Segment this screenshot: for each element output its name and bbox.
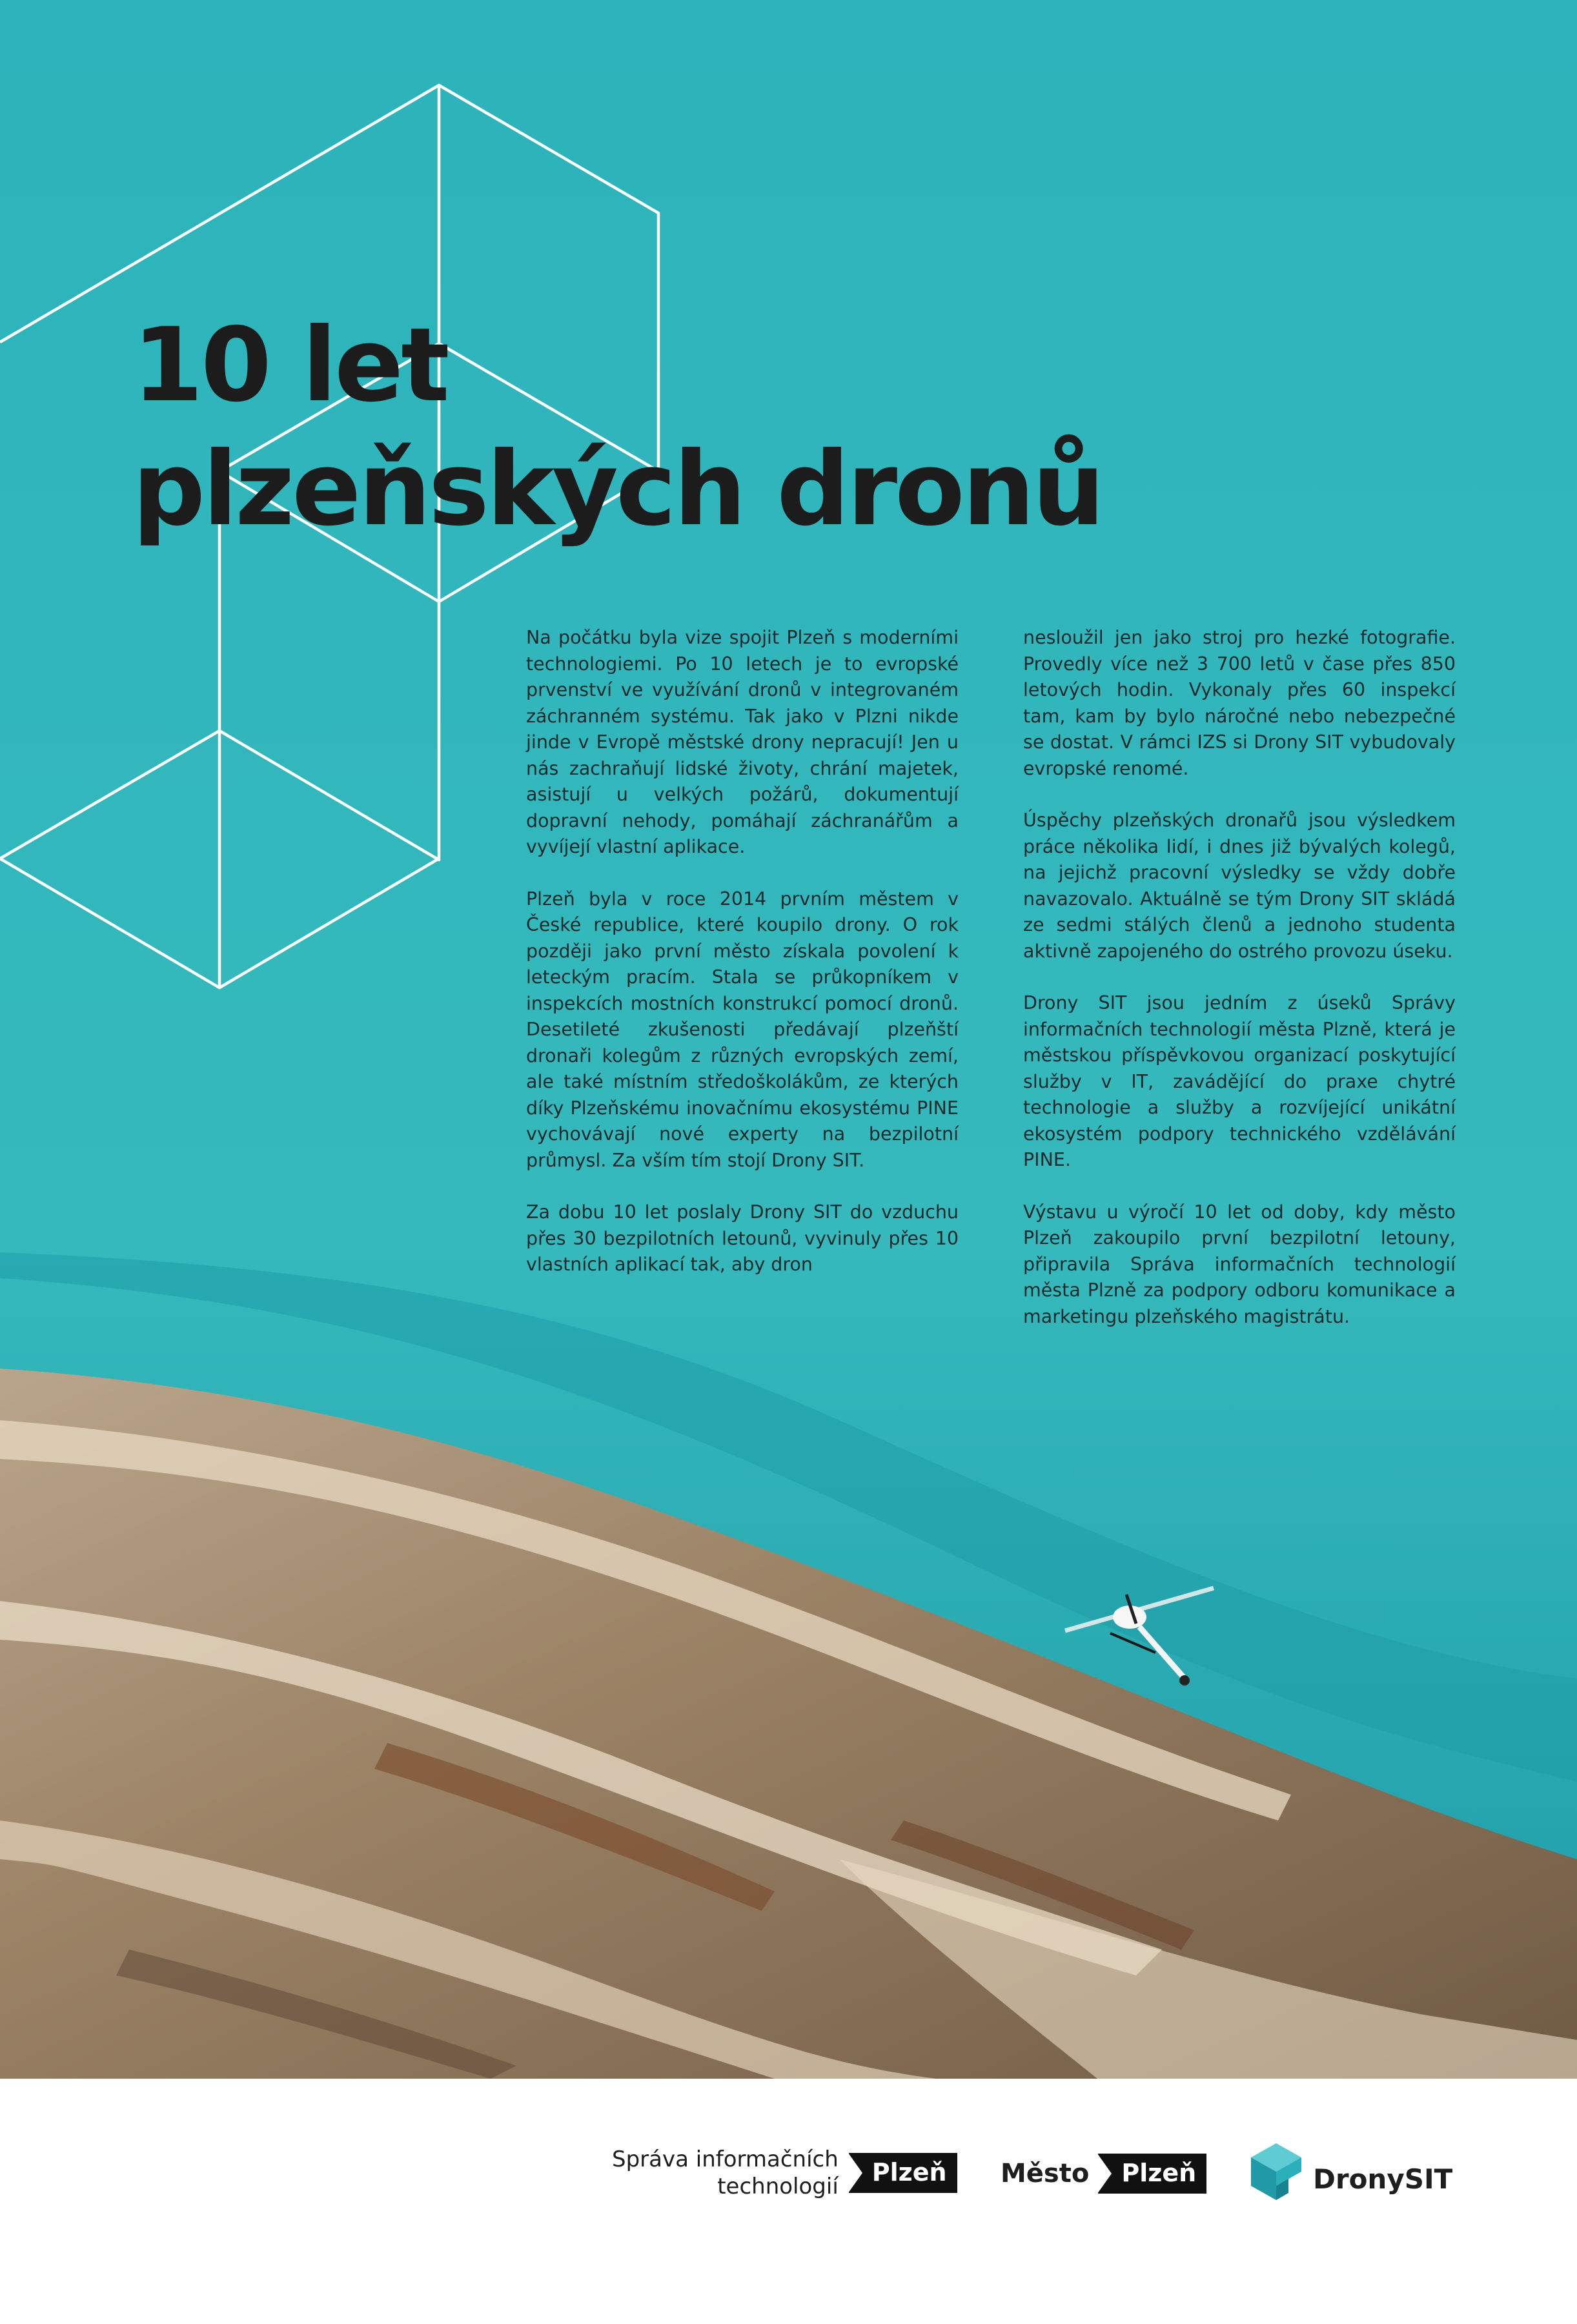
plzen-tag: Plzeň — [1098, 2154, 1206, 2194]
paragraph: Úspěchy plzeňských dronařů jsou výsledkem práce několika lidí, i dnes již bývalých kolegů, na jejichž pracovní výsledky se vždy dobře navazovalo. Aktuálně se tým Drony SIT skládá ze sedmi stálých členů a jednoho studenta aktivně zapojeného do ostrého provozu úseku. — [1023, 810, 1456, 962]
mesto-plzen-logo — [1001, 2154, 1206, 2194]
page-title — [132, 303, 1103, 551]
paragraph: Za dobu 10 let poslaly Drony SIT do vzduchu přes 30 bezpilotních letounů, vyvinuly přes 10 vlastních aplikací tak, aby dron — [526, 1201, 959, 1275]
plzen-tag: Plzeň — [849, 2153, 957, 2193]
title-line-2: plzeňských dronů — [132, 430, 1103, 549]
dronysit-logo — [1247, 2141, 1452, 2203]
text-column-right — [1023, 625, 1456, 1356]
paragraph: Plzeň byla v roce 2014 prvním městem v České republice, které koupilo drony. O rok později jako první město získala povolení k leteckým pracím. Stala se průkopníkem v inspekcích mostních konstrukcí pomocí dronů. Desetileté zkušenosti předávají plzeňští dronaři kolegům z různých evropských zemí, ale také místním středoškolákům, ze kterých díky Plzeňskému inovačnímu ekosystému PINE vychovávají nové experty na bezpilotní průmysl. Za vším tím stojí Drony SIT. — [526, 888, 959, 1171]
sit-logo-line-2: technologií — [717, 2174, 839, 2199]
title-line-1: 10 let — [132, 306, 447, 425]
text-column-left — [526, 625, 959, 1304]
sit-logo-line-1: Správa informačních — [612, 2146, 839, 2172]
sit-plzen-logo — [612, 2146, 957, 2200]
paragraph: nesloužil jen jako stroj pro hezké fotografie. Provedly více než 3 700 letů v čase přes 850 letových hodin. Vykonaly přes 60 inspekcí tam, kam by bylo náročné nebo nebezpečné se dostat. V rámci IZS si Drony SIT vybudovaly evropské renomé. — [1023, 627, 1456, 779]
paragraph: Výstavu u výročí 10 let od doby, kdy město Plzeň zakoupilo první bezpilotní letouny, připravila Správa informačních technologií města Plzně za podpory odboru komunikace a marketingu plzeňského magistrátu. — [1023, 1201, 1456, 1327]
paragraph: Na počátku byla vize spojit Plzeň s moderními technologiemi. Po 10 letech je to evropské prvenství ve využívání dronů v integrovaném záchranném systému. Tak jako v Plzni nikde jinde v Evropě městské drony nepracují! Jen u nás zachraňují lidské životy, chrání majetek, asistují u velkých požárů, dokumentují dopravní nehody, pomáhají záchranářům a vyvíjejí vlastní aplikace. — [526, 627, 959, 857]
dronysit-cube-logo-icon — [1247, 2141, 1305, 2203]
dronysit-logo-word: DronySIT — [1313, 2163, 1453, 2195]
paragraph: Drony SIT jsou jedním z úseků Správy informačních technologií města Plzně, která je městskou příspěvkovou organizací poskytující služby v IT, zavádějící do praxe chytré technologie a služby a rozvíjející unikátní ekosystém podpory technického vzdělávání PINE. — [1023, 992, 1456, 1170]
sit-logo-text — [612, 2146, 839, 2200]
mesto-logo-word: Město — [1001, 2159, 1090, 2188]
